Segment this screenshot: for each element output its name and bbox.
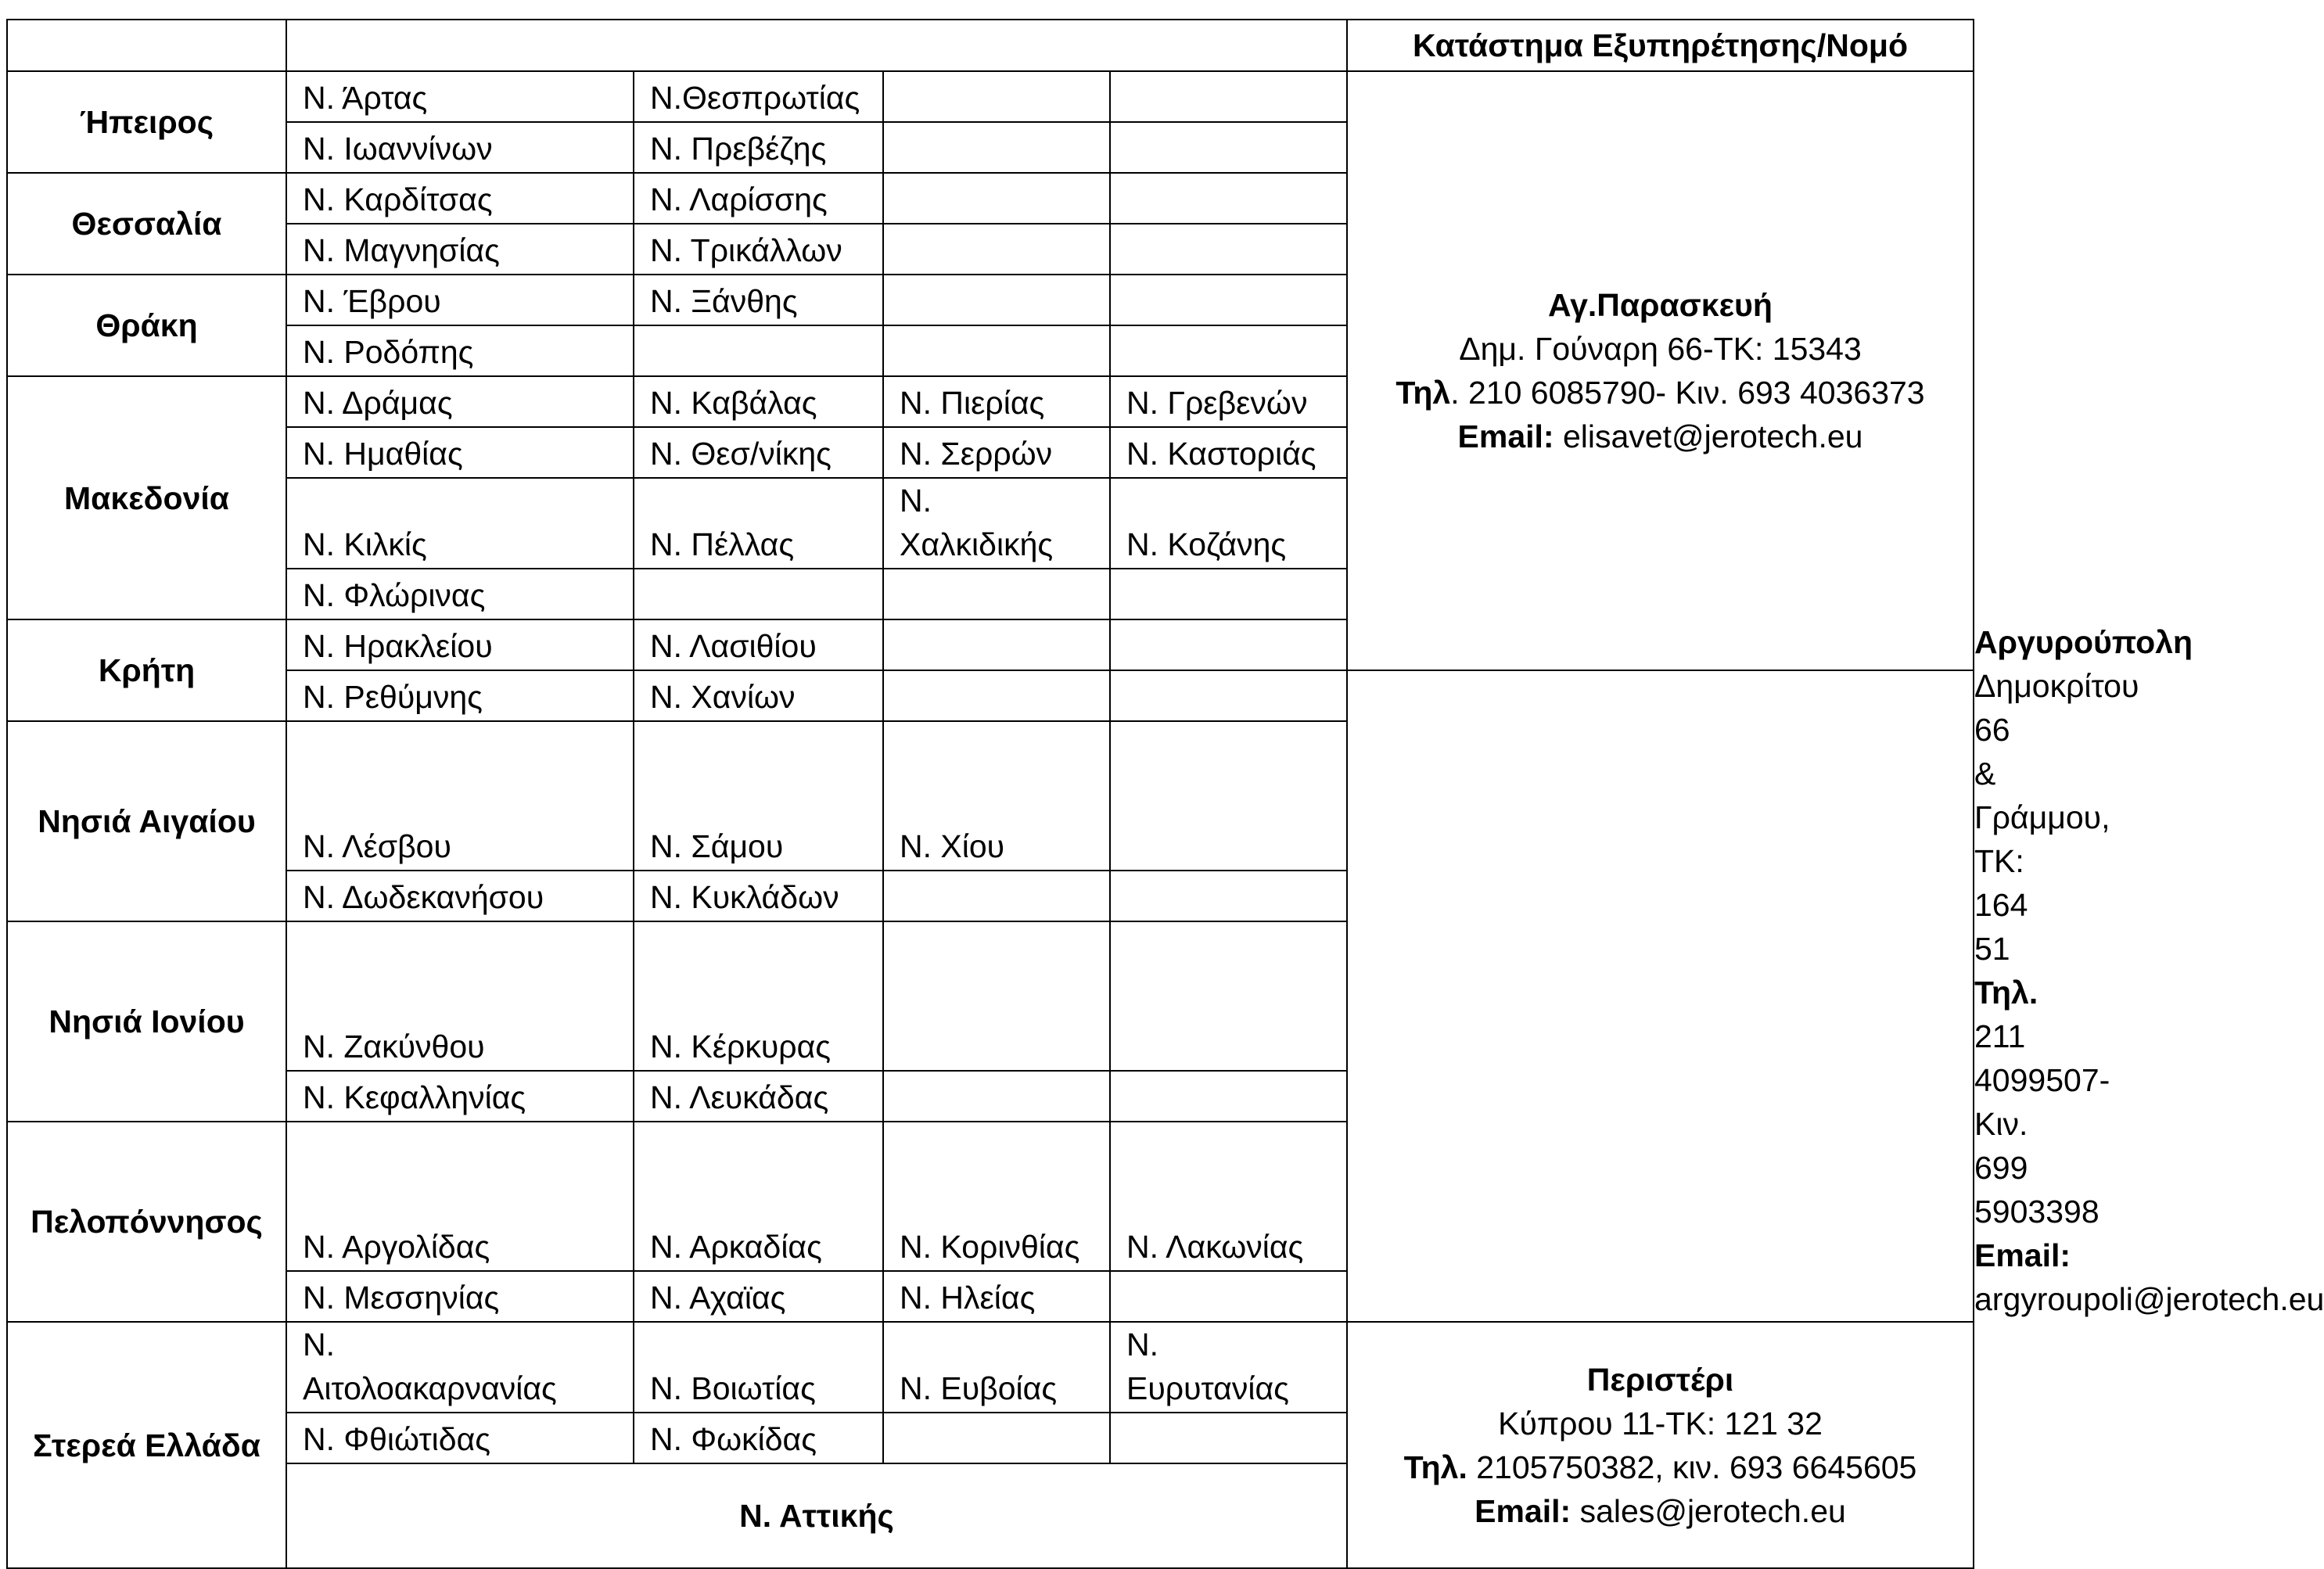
table-row (7, 670, 1974, 721)
prefecture-cell: Ν. Πέλλας (634, 478, 883, 569)
attica-label: Ν. Αττικής (286, 1463, 1347, 1568)
table-row (7, 1322, 1974, 1413)
prefecture-cell: Ν. Ιωαννίνων (286, 122, 634, 173)
prefecture-store-table (6, 19, 2324, 1569)
prefecture-cell (634, 325, 883, 376)
store-phone-text: . 210 6085790- Κιν. 693 4036373 (1450, 375, 1925, 411)
prefecture-cell (883, 569, 1110, 619)
prefecture-cell (883, 921, 1110, 1071)
prefecture-cell: Ν. Ροδόπης (286, 325, 634, 376)
region-aegean: Νησιά Αιγαίου (7, 721, 286, 921)
prefecture-cell (634, 569, 883, 619)
prefecture-cell (883, 224, 1110, 275)
table-row (7, 1071, 1974, 1122)
prefecture-cell: Ν. Άρτας (286, 71, 634, 122)
prefecture-cell: Ν. Κυκλάδων (634, 871, 883, 921)
store-phone (1348, 1445, 1973, 1489)
prefecture-cell: Ν. Λακωνίας (1110, 1122, 1347, 1271)
store-address: Δημ. Γούναρη 66-ΤΚ: 15343 (1459, 331, 1862, 367)
prefecture-cell: Ν.Θεσπρωτίας (634, 71, 883, 122)
region-peloponnese: Πελοπόννησος (7, 1122, 286, 1322)
store-email-label: Email: (1457, 418, 1554, 454)
store-phone-text: 2105750382, κιν. 693 6645605 (1467, 1449, 1917, 1485)
store-address: Κύπρου 11-ΤΚ: 121 32 (1498, 1405, 1823, 1442)
prefecture-cell (883, 325, 1110, 376)
store-phone (1348, 371, 1973, 415)
prefecture-cell: Ν. Καρδίτσας (286, 173, 634, 224)
prefecture-cell: Ν. Πρεβέζης (634, 122, 883, 173)
prefecture-cell: Ν. Κέρκυρας (634, 921, 883, 1071)
table-row (7, 1271, 1974, 1322)
prefecture-cell: Ν. Μεσσηνίας (286, 1271, 634, 1322)
region-epirus: Ήπειρος (7, 71, 286, 173)
table-row (7, 871, 1974, 921)
prefecture-cell (1110, 122, 1347, 173)
prefecture-cell: Ν. Κιλκίς (286, 478, 634, 569)
prefecture-cell: Ν. Φλώρινας (286, 569, 634, 619)
prefecture-cell: Ν. Ρεθύμνης (286, 670, 634, 721)
prefecture-cell (1110, 670, 1347, 721)
header-empty-cell (7, 20, 286, 71)
prefecture-cell (1110, 224, 1347, 275)
prefecture-cell: Ν. Πιερίας (883, 376, 1110, 427)
prefecture-cell: Ν. Χίου (883, 721, 1110, 871)
prefecture-cell: Ν. Ηλείας (883, 1271, 1110, 1322)
prefecture-cell: Ν. Καστοριάς (1110, 427, 1347, 478)
prefecture-cell: Ν. Μαγνησίας (286, 224, 634, 275)
prefecture-cell: Ν. Θεσ/νίκης (634, 427, 883, 478)
store-phone-text: 211 4099507- Κιν. 699 5903398 (1974, 1018, 2110, 1230)
prefecture-cell: Ν. Ευρυτανίας (1110, 1322, 1347, 1413)
header-empty-prefectures (286, 20, 1347, 71)
prefecture-cell (1110, 1271, 1347, 1322)
prefecture-cell (1110, 721, 1347, 871)
store-name: Αγ.Παρασκευή (1548, 287, 1773, 323)
prefecture-cell: Ν. Κορινθίας (883, 1122, 1110, 1271)
prefecture-cell (883, 275, 1110, 325)
store-email-link[interactable]: sales@jerotech.eu (1571, 1492, 1846, 1529)
prefecture-cell (1110, 275, 1347, 325)
table-row (7, 721, 1974, 871)
store-name: Περιστέρι (1586, 1361, 1734, 1398)
prefecture-cell (1110, 569, 1347, 619)
prefecture-cell: Ν. Δωδεκανήσου (286, 871, 634, 921)
prefecture-cell (883, 1413, 1110, 1463)
prefecture-cell: Ν. Γρεβενών (1110, 376, 1347, 427)
prefecture-cell: Ν. Αρκαδίας (634, 1122, 883, 1271)
store-phone-label: Τηλ (1395, 375, 1451, 411)
prefecture-cell: Ν. Λασιθίου (634, 619, 883, 670)
prefecture-cell: Ν. Ηρακλείου (286, 619, 634, 670)
prefecture-cell (1110, 1071, 1347, 1122)
prefecture-cell (883, 122, 1110, 173)
prefecture-cell: Ν. Τρικάλλων (634, 224, 883, 275)
store-email-label: Email: (1475, 1492, 1571, 1529)
prefecture-cell (883, 871, 1110, 921)
store-email-link[interactable]: elisavet@jerotech.eu (1554, 418, 1863, 454)
store-email (1348, 1489, 1973, 1533)
table-row: Κρήτη Ν. Ηρακλείου Ν. Λασιθίου Αργυρούπολη Δημοκρίτου 66 & Γράμμου, ΤΚ: 164 51 Τηλ. 211 4099507- Κιν. 699 5903398 Email: argyroupoli@jerotech.eu (7, 619, 1974, 670)
store-email (1348, 415, 1973, 458)
store-email-label: Email: (1974, 1237, 2071, 1273)
header-title: Κατάστημα Εξυπηρέτησης/Νομό (1347, 20, 1974, 71)
table-row (7, 921, 1974, 1071)
prefecture-cell: Ν. Φωκίδας (634, 1413, 883, 1463)
prefecture-cell: Ν. Έβρου (286, 275, 634, 325)
prefecture-cell: Ν. Αργολίδας (286, 1122, 634, 1271)
prefecture-cell: Ν. Βοιωτίας (634, 1322, 883, 1413)
prefecture-cell (1110, 173, 1347, 224)
prefecture-cell (883, 1071, 1110, 1122)
prefecture-cell: Ν. Καβάλας (634, 376, 883, 427)
prefecture-cell: Ν. Λαρίσσης (634, 173, 883, 224)
prefecture-cell: Ν. Σερρών (883, 427, 1110, 478)
prefecture-cell: Ν. Κοζάνης (1110, 478, 1347, 569)
prefecture-cell (1110, 71, 1347, 122)
prefecture-cell: Ν. Δράμας (286, 376, 634, 427)
prefecture-cell (883, 173, 1110, 224)
prefecture-cell (883, 670, 1110, 721)
prefecture-cell: Ν. Φθιώτιδας (286, 1413, 634, 1463)
prefecture-cell: Ν. Χαλκιδικής (883, 478, 1110, 569)
header-row (7, 20, 1974, 71)
store-agia-paraskevi (1347, 71, 1974, 670)
table-row (7, 1122, 1974, 1271)
prefecture-cell: Ν. Χανίων (634, 670, 883, 721)
prefecture-cell (1110, 325, 1347, 376)
store-email-link[interactable]: argyroupoli@jerotech.eu (1974, 1281, 2324, 1317)
prefecture-cell: Ν. Αιτολοακαρνανίας (286, 1322, 634, 1413)
prefecture-cell: Ν. Αχαϊας (634, 1271, 883, 1322)
prefecture-cell: Ν. Λέσβου (286, 721, 634, 871)
prefecture-cell: Ν. Σάμου (634, 721, 883, 871)
store-phone-label: Τηλ. (1974, 975, 2038, 1011)
store-phone-label: Τηλ. (1403, 1449, 1467, 1485)
store-peristeri (1347, 1322, 1974, 1568)
region-thrace: Θράκη (7, 275, 286, 376)
prefecture-cell (1110, 871, 1347, 921)
prefecture-cell: Ν. Κεφαλληνίας (286, 1071, 634, 1122)
region-macedonia: Μακεδονία (7, 376, 286, 619)
prefecture-cell (1110, 921, 1347, 1071)
prefecture-cell: Ν. Ημαθίας (286, 427, 634, 478)
region-central-greece: Στερεά Ελλάδα (7, 1322, 286, 1568)
prefecture-cell: Ν. Ευβοίας (883, 1322, 1110, 1413)
prefecture-cell (1110, 1413, 1347, 1463)
prefecture-cell (883, 71, 1110, 122)
table-row (7, 71, 1974, 122)
region-thessaly: Θεσσαλία (7, 173, 286, 275)
region-crete: Κρήτη (7, 619, 286, 721)
prefecture-cell: Ν. Ζακύνθου (286, 921, 634, 1071)
prefecture-cell: Ν. Λευκάδας (634, 1071, 883, 1122)
prefecture-cell: Ν. Ξάνθης (634, 275, 883, 325)
region-ionian: Νησιά Ιονίου (7, 921, 286, 1122)
prefecture-cell (883, 619, 1110, 670)
prefecture-cell (1110, 619, 1347, 670)
